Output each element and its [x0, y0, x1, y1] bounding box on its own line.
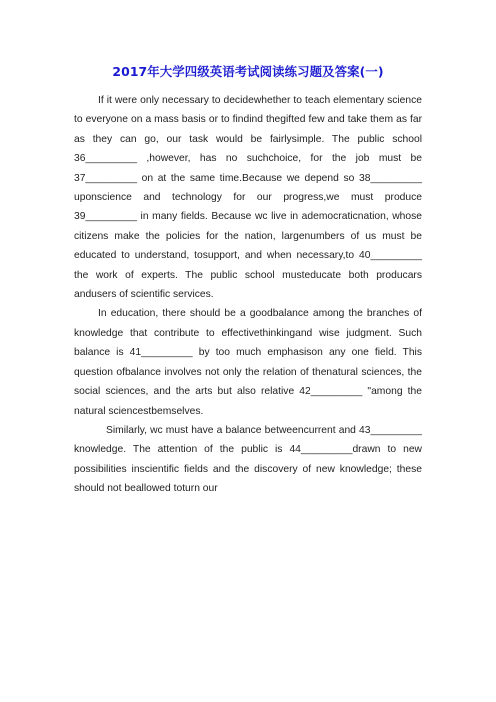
document-page	[74, 62, 422, 499]
paragraph-1: If it were only necessary to decidewhether to teach elementary science to everyone on a mass basis or to findind thegifted few and take them as far as they can go, our task would be fairlysimple. The public school 36_________ ,however, has no suchchoice, for the job must be 37_________ on at the same time.Because we depend so 38_________ uponscience and technology for our progress,we must produce 39_________ in many fields. Because wc live in ademocraticnation, whose citizens make the policies for the nation, largenumbers of us must be educated to understand, tosupport, and when necessary,to 40_________ the work of experts. The public school musteducate both producars andusers of scientific services.	[74, 95, 422, 301]
document-title: 2017年大学四级英语考试阅读练习题及答案(一)	[112, 64, 384, 79]
paragraph-3: Similarly, wc must have a balance betweencurrent and 43_________ knowledge. The attention of the public is 44_________drawn to new possibilities inscientific fields and the discovery of new knowledge; these should not beallowed toturn our	[74, 424, 422, 495]
paragraph-2: In education, there should be a goodbalance among the branches of knowledge that contribute to effectivethinkingand wise judgment. Such balance is 41_________ by too much emphasison any one field. This question ofbalance involves not only the relation of thenatural sciences, the social sciences, and the arts but also relative 42_________ "among the natural sciencestbemselves.	[74, 308, 422, 417]
